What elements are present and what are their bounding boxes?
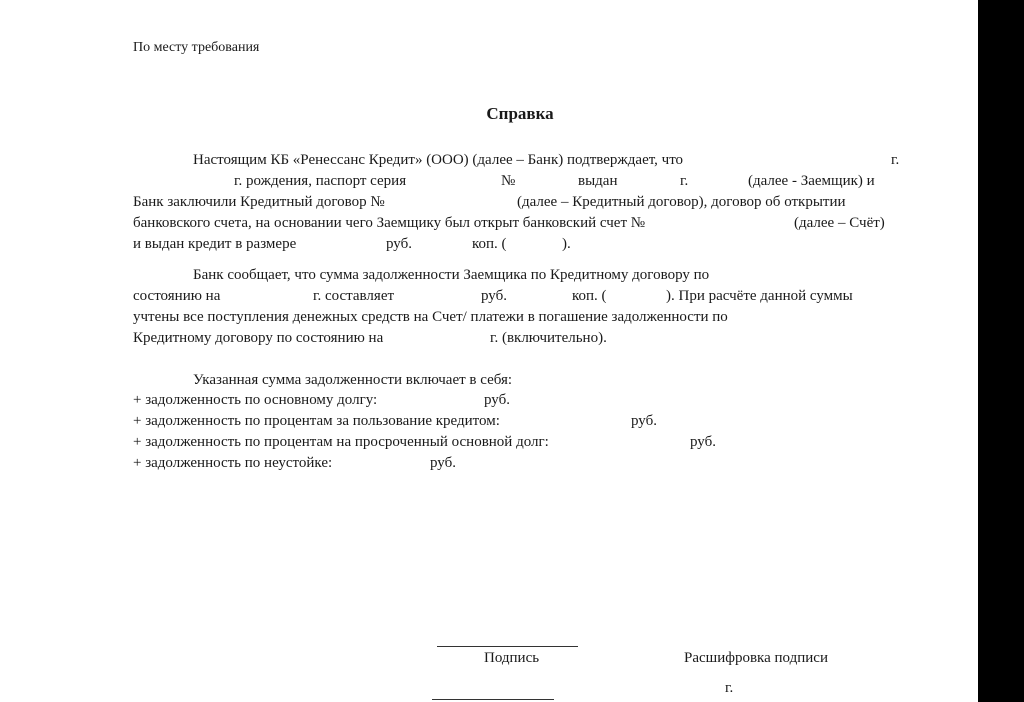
signature-label: Подпись: [484, 650, 540, 666]
p1-line5-credit: и выдан кредит в размере: [133, 236, 297, 252]
document-title: Справка: [486, 104, 554, 123]
p1-line4-account: банковского счета, на основании чего Заемщику был открыт банковский счет №: [133, 215, 646, 231]
signature-line: [437, 646, 578, 647]
debt-interest-label: + задолженность по процентам за пользование кредитом:: [133, 413, 500, 429]
p1-line1-year: г.: [891, 152, 900, 168]
p1-line2-number-sign: №: [501, 173, 516, 189]
p1-line5-close: ).: [562, 236, 571, 252]
p1-line2-year: г.: [680, 173, 689, 189]
p1-line3-contract-rest: (далее – Кредитный договор), договор об открытии: [517, 194, 846, 210]
p1-line5-kop: коп. (: [472, 236, 507, 252]
signature-decode-label: Расшифровка подписи: [684, 650, 828, 666]
p1-line3-contract: Банк заключили Кредитный договор №: [133, 194, 385, 210]
p2-line2-amount: г. составляет: [313, 288, 395, 304]
p2-line4-date: Кредитному договору по состоянию на: [133, 330, 384, 346]
p1-line2-borrower: (далее - Заемщик) и: [748, 173, 875, 189]
p1-line2-issued: выдан: [578, 173, 618, 189]
debt-overdue-interest-label: + задолженность по процентам на просроченный основной долг:: [133, 434, 549, 450]
debt-principal-unit: руб.: [484, 392, 510, 408]
debt-interest-unit: руб.: [631, 413, 657, 429]
p1-line1-text: Настоящим КБ «Ренессанс Кредит» (ООО) (далее – Банк) подтверждает, что: [193, 152, 684, 168]
p2-line3: учтены все поступления денежных средств на Счет/ платежи в погашение задолженности по: [133, 309, 728, 325]
p2-line2-rest: ). При расчёте данной суммы: [666, 288, 853, 304]
p2-line1: Банк сообщает, что сумма задолженности Заемщика по Кредитному договору по: [193, 267, 710, 283]
header-addressee: По месту требования: [133, 40, 260, 55]
signature-year: г.: [725, 680, 734, 696]
p2-line4-inclusive: г. (включительно).: [490, 330, 607, 346]
date-line: [432, 699, 554, 700]
debt-penalty-unit: руб.: [430, 455, 456, 471]
p2-line2-rub: руб.: [481, 288, 507, 304]
p2-line2-date: состоянию на: [133, 288, 221, 304]
debt-penalty-label: + задолженность по неустойке:: [133, 455, 333, 471]
debt-overdue-interest-unit: руб.: [690, 434, 716, 450]
debt-principal-label: + задолженность по основному долгу:: [133, 392, 378, 408]
p1-line2-birth: г. рождения, паспорт серия: [234, 173, 407, 189]
p1-line5-rub: руб.: [386, 236, 412, 252]
p2-line2-kop: коп. (: [572, 288, 607, 304]
viewer-edge-band: [978, 0, 1024, 702]
p1-line4-account-rest: (далее – Счёт): [794, 215, 885, 231]
p3-intro: Указанная сумма задолженности включает в себя:: [193, 372, 513, 388]
